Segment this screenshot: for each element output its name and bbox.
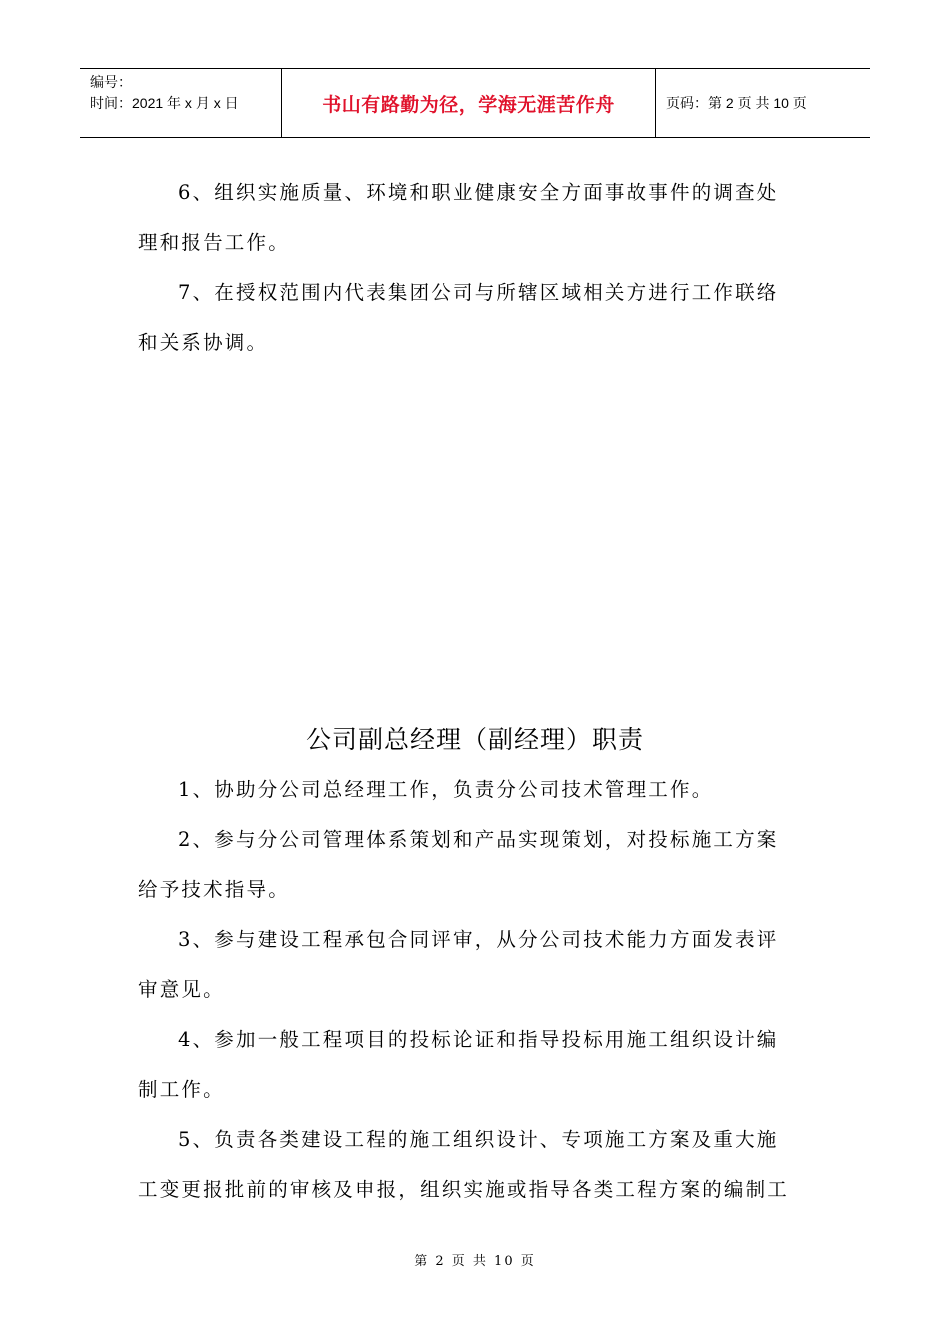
header-motto-cell [282, 69, 656, 137]
header-page-info: 页码：第 2 页 共 10 页 [666, 95, 807, 111]
paragraph-item-1 [138, 765, 818, 815]
document-time-label: 时间：2021 年 x 月 x 日 [90, 95, 239, 111]
paragraph-line: 5、负责各类建设工程的施工组织设计、专项施工方案及重大施 [178, 1128, 779, 1151]
page-footer: 第 2 页 共 10 页 [414, 1254, 536, 1269]
paragraph-line: 2、参与分公司管理体系策划和产品实现策划，对投标施工方案 [178, 828, 779, 851]
paragraph-item-6 [138, 168, 818, 268]
section-title: 公司副总经理（副经理）职责 [305, 725, 644, 754]
paragraph-item-2 [138, 815, 818, 915]
paragraph-line: 制工作。 [138, 1078, 225, 1101]
paragraph-line: 7、在授权范围内代表集团公司与所辖区域相关方进行工作联络 [178, 281, 779, 304]
paragraph-item-7 [138, 268, 818, 368]
header-meta-cell [80, 69, 282, 137]
paragraph-line: 审意见。 [138, 978, 225, 1001]
header-motto: 书山有路勤为径，学海无涯苦作舟 [322, 93, 615, 116]
paragraph-item-3 [138, 915, 818, 1015]
paragraph-line: 6、组织实施质量、环境和职业健康安全方面事故事件的调查处 [178, 181, 779, 204]
paragraph-line: 给予技术指导。 [138, 878, 290, 901]
paragraph-line: 工变更报批前的审核及申报，组织实施或指导各类工程方案的编制工 [138, 1178, 790, 1201]
paragraph-line: 3、参与建设工程承包合同评审，从分公司技术能力方面发表评 [178, 928, 779, 951]
page-header [80, 68, 870, 138]
paragraph-line: 1、协助分公司总经理工作，负责分公司技术管理工作。 [178, 778, 714, 801]
document-number-label: 编号： [90, 74, 132, 90]
paragraph-line: 4、参加一般工程项目的投标论证和指导投标用施工组织设计编 [178, 1028, 779, 1051]
paragraph-line: 理和报告工作。 [138, 231, 290, 254]
header-page-cell [656, 69, 870, 137]
paragraph-item-4 [138, 1015, 818, 1115]
paragraph-line: 和关系协调。 [138, 331, 269, 354]
paragraph-item-5 [138, 1115, 818, 1215]
